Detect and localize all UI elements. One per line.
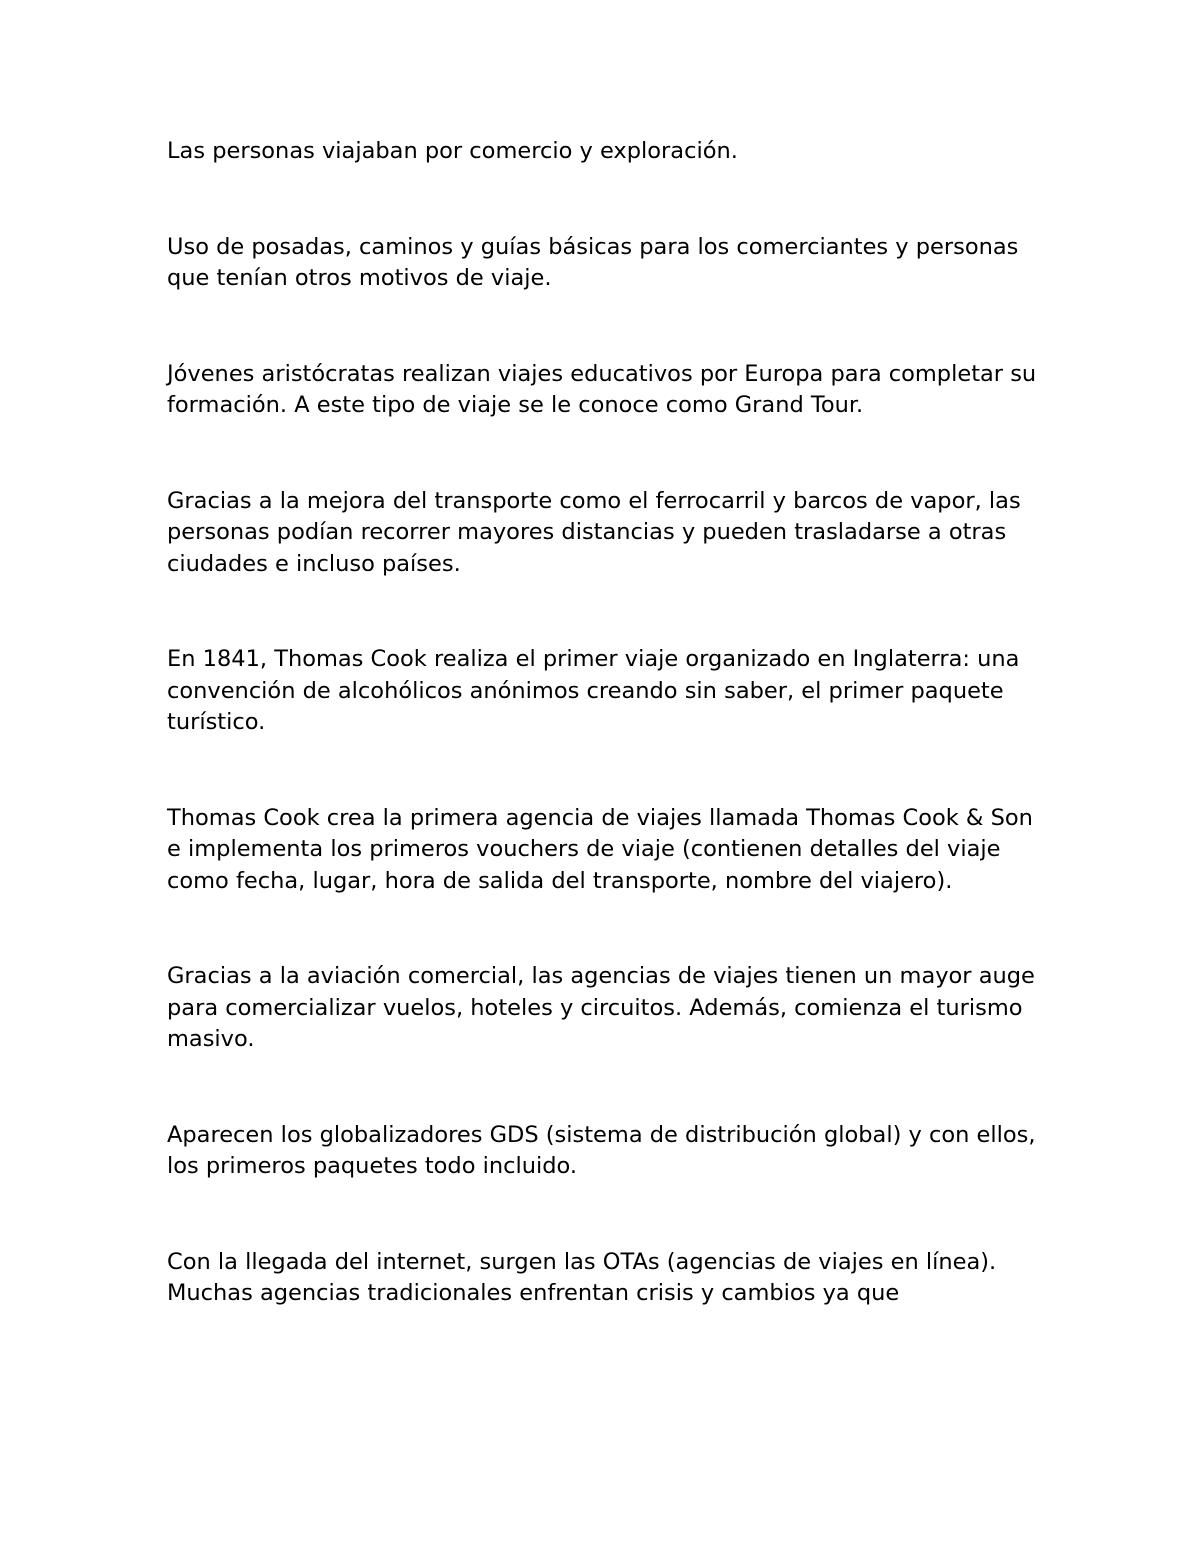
paragraph-inns-roads: Uso de posadas, caminos y guías básicas para los comerciantes y personas que tenían otros motivos de viaje. [167,233,1019,291]
paragraph-internet-otas: Con la llegada del internet, surgen las OTAs (agencias de viajes en línea). Muchas agencias tradicionales enfrentan crisis y cambios ya que [167,1248,997,1306]
paragraph-transport-improvement: Gracias a la mejora del transporte como el ferrocarril y barcos de vapor, las personas podían recorrer mayores distancias y pueden trasladarse a otras ciudades e incluso países. [167,487,1021,577]
paragraph-travel-agency-vouchers: Thomas Cook crea la primera agencia de viajes llamada Thomas Cook & Son e implementa los primeros vouchers de viaje (contienen detalles del viaje como fecha, lugar, hora de salida del transporte, nombre del viajero). [167,804,1033,894]
paragraph-grand-tour: Jóvenes aristócratas realizan viajes educativos por Europa para completar su formación. A este tipo de viaje se le conoce como Grand Tour. [167,360,1037,418]
paragraph-commerce-exploration: Las personas viajaban por comercio y exploración. [167,138,738,164]
document-body [167,136,1047,1374]
paragraph-thomas-cook-1841: En 1841, Thomas Cook realiza el primer viaje organizado en Inglaterra: una convención de alcohólicos anónimos creando sin saber, el primer paquete turístico. [167,646,1020,735]
paragraph-gds: Aparecen los globalizadores GDS (sistema de distribución global) y con ellos, los primeros paquetes todo incluido. [167,1121,1036,1179]
paragraph-commercial-aviation: Gracias a la aviación comercial, las agencias de viajes tienen un mayor auge para comercializar vuelos, hoteles y circuitos. Además, comienza el turismo masivo. [167,963,1035,1052]
